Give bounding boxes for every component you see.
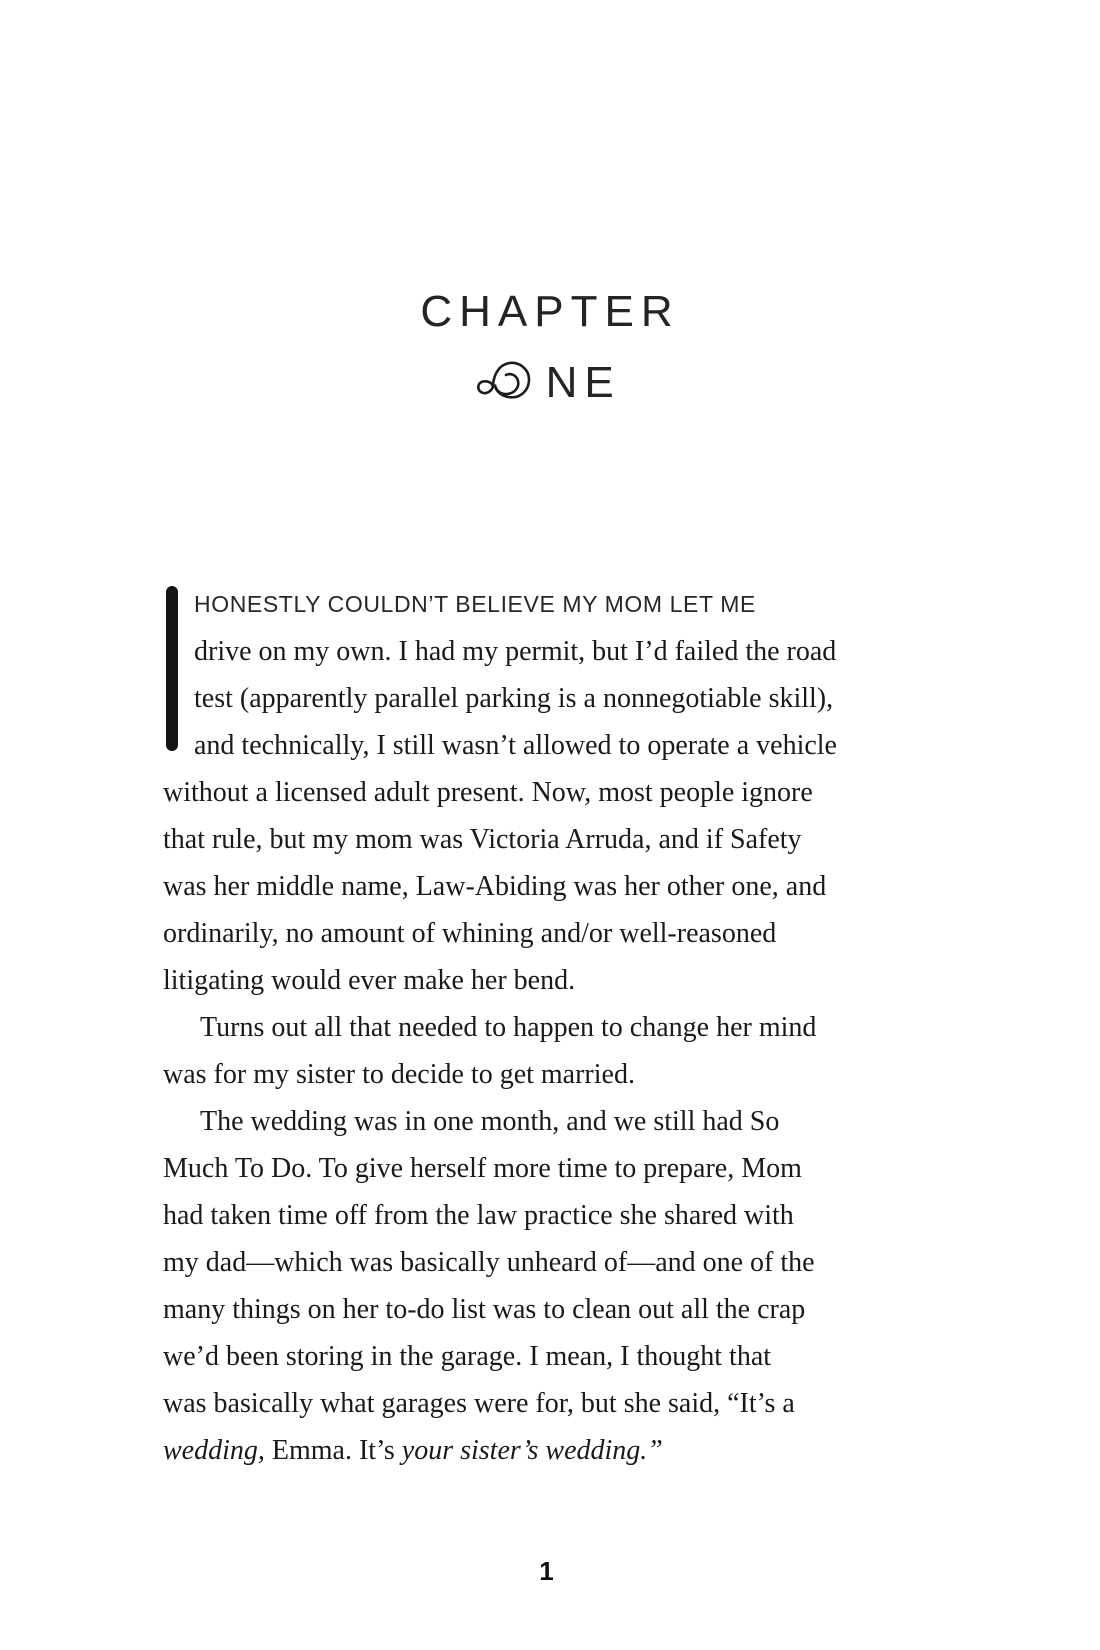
chapter-body xyxy=(163,581,930,1474)
text-line: drive on my own. I had my permit, but I’d failed the road xyxy=(194,636,837,667)
text-line xyxy=(163,1427,930,1474)
flourish-o-icon xyxy=(472,352,536,404)
text-line: we’d been storing in the garage. I mean, I thought that xyxy=(163,1341,772,1372)
chapter-heading xyxy=(163,287,930,419)
text-line: was basically what garages were for, but she said, “It’s a xyxy=(163,1388,795,1419)
paragraphs xyxy=(163,1004,930,1474)
text-line: had taken time off from the law practice she shared with xyxy=(163,1200,794,1231)
chapter-label: CHAPTER xyxy=(420,287,680,336)
chapter-title xyxy=(163,352,930,419)
text-line: The wedding was in one month, and we still had So xyxy=(200,1106,780,1137)
italic-text: your sister’s wedding.” xyxy=(401,1435,663,1466)
regular-text: Emma. It’s xyxy=(264,1435,402,1466)
text-line: and technically, I still wasn’t allowed to operate a vehicle xyxy=(194,730,837,761)
lead-in-line: HONESTLY COULDN’T BELIEVE MY MOM LET ME xyxy=(194,591,756,617)
text-line: my dad—which was basically unheard of—and one of the xyxy=(163,1247,815,1278)
italic-text: wedding, xyxy=(163,1435,265,1466)
text-line: litigating would ever make her bend. xyxy=(163,965,576,996)
chapter-title-rest: NE xyxy=(545,358,621,407)
text-line: was her middle name, Law-Abiding was her other one, and xyxy=(163,871,827,902)
text-line: ordinarily, no amount of whining and/or well-reasoned xyxy=(163,918,777,949)
text-line: Much To Do. To give herself more time to prepare, Mom xyxy=(163,1153,802,1184)
page-number: 1 xyxy=(539,1556,554,1586)
opening-paragraph xyxy=(163,581,930,1004)
opening-paragraph-lines xyxy=(163,628,930,1004)
text-line: Turns out all that needed to happen to change her mind xyxy=(200,1012,817,1043)
paragraph xyxy=(163,1004,930,1098)
paragraph xyxy=(163,1098,930,1474)
text-line: was for my sister to decide to get married. xyxy=(163,1059,635,1090)
drop-cap-letter-i xyxy=(166,586,178,751)
text-line: that rule, but my mom was Victoria Arruda, and if Safety xyxy=(163,824,802,855)
text-line: test (apparently parallel parking is a nonnegotiable skill), xyxy=(194,683,834,714)
text-line: many things on her to-do list was to clean out all the crap xyxy=(163,1294,806,1325)
text-line: without a licensed adult present. Now, most people ignore xyxy=(163,777,813,808)
